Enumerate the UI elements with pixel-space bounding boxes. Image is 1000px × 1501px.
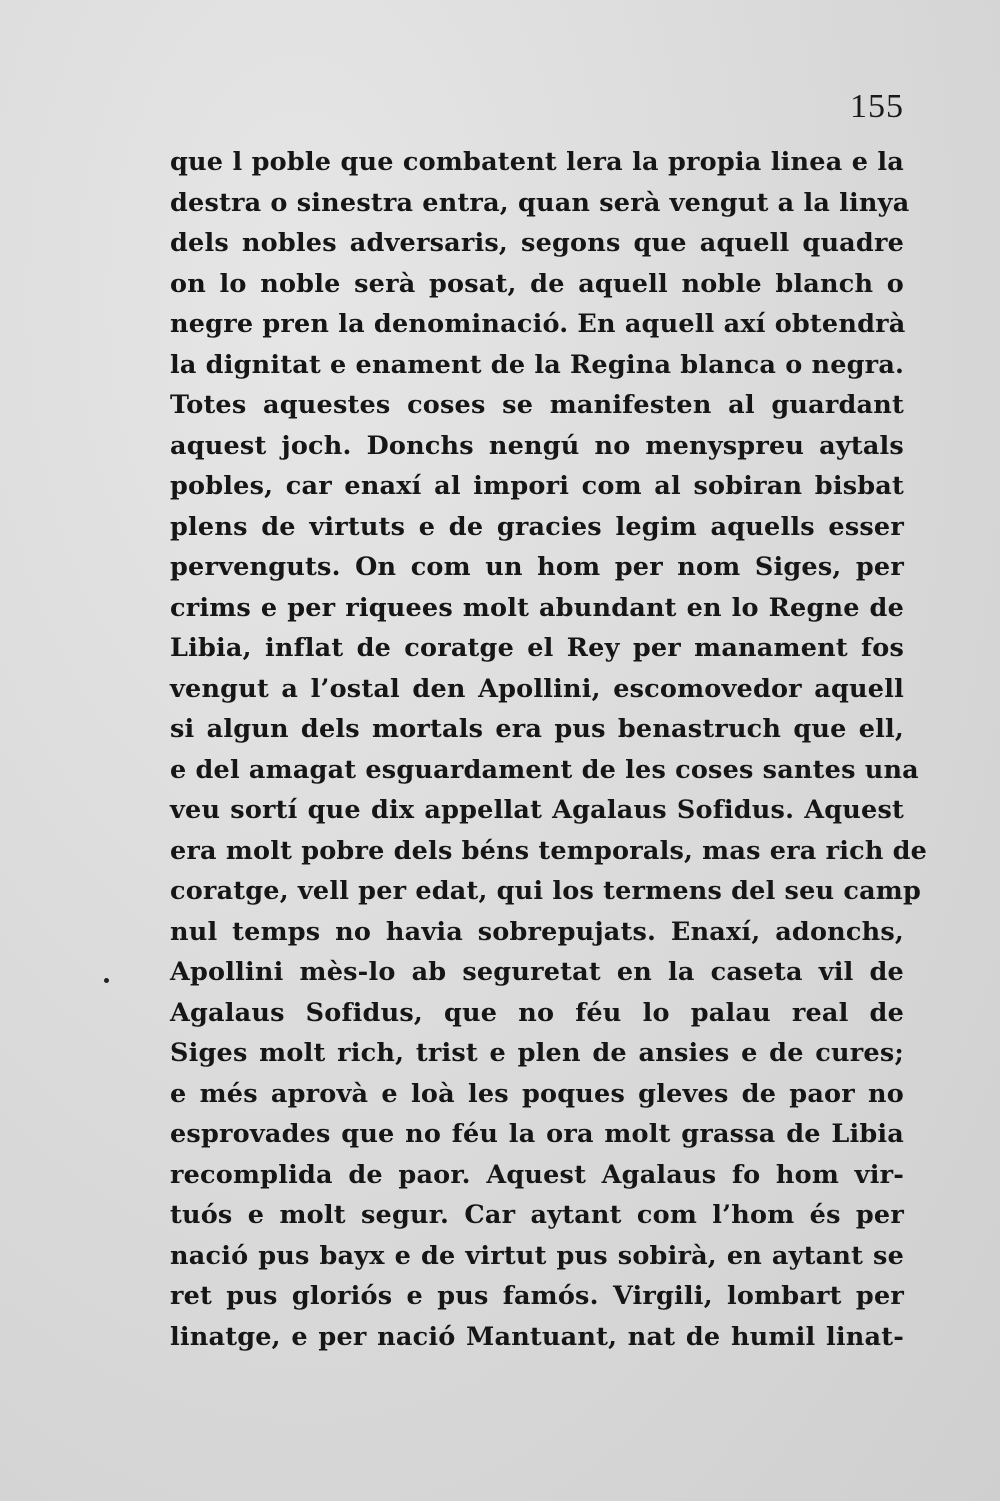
text-line: crims e per riquees molt abundant en lo Regne de xyxy=(170,592,904,623)
text-line: tuós e molt segur. Car aytant com l’hom és per xyxy=(170,1200,904,1230)
text-line: nul temps no havia sobrepujats. Enaxí, adonchs, xyxy=(170,916,904,947)
text-line: plens de virtuts e de gracies legim aquells esser xyxy=(170,511,904,542)
text-line: coratge, vell per edat, qui los termens del seu camp xyxy=(170,876,922,906)
text-line: Libia, inflat de coratge el Rey per manament fos xyxy=(170,633,904,663)
text-line: recomplida de paor. Aquest Agalaus fo hom vir- xyxy=(170,1159,904,1190)
text-line: negre pren la denominació. En aquell axí obtendrà xyxy=(170,309,906,339)
text-line: destra o sinestra entra, quan serà vengut a la linya xyxy=(170,187,910,218)
text-line: la dignitat e enament de la Regina blanca o negra. xyxy=(170,349,905,380)
text-line: dels nobles adversaris, segons que aquell quadre xyxy=(170,228,904,258)
text-line: vengut a l’ostal den Apollini, escomovedor aquell xyxy=(170,673,904,704)
text-line: linatge, e per nació Mantuant, nat de humil linat- xyxy=(170,1321,904,1352)
text-line: nació pus bayx e de virtut pus sobirà, en aytant se xyxy=(170,1240,904,1271)
text-line: pobles, car enaxí al impori com al sobiran bisbat xyxy=(170,471,904,501)
text-line: aquest joch. Donchs nengú no menyspreu aytals xyxy=(170,430,904,461)
text-line: Agalaus Sofidus, que no féu lo palau real de xyxy=(170,997,904,1028)
text-line: si algun dels mortals era pus benastruch que ell, xyxy=(170,714,904,744)
page-number: 155 xyxy=(850,88,904,125)
text-line: e del amagat esguardament de les coses santes una xyxy=(170,754,919,785)
text-line: Totes aquestes coses se manifesten al guardant xyxy=(170,390,904,420)
margin-mark xyxy=(104,978,109,983)
text-line: pervenguts. On com un hom per nom Siges, per xyxy=(170,552,904,582)
body-text xyxy=(170,142,928,1357)
text-line: era molt pobre dels béns temporals, mas era rich de xyxy=(170,835,928,866)
text-line: Apollini mès-lo ab seguretat en la caseta vil de xyxy=(170,957,904,987)
text-line: ret pus gloriós e pus famós. Virgili, lombart per xyxy=(170,1281,904,1311)
text-line: on lo noble serà posat, de aquell noble blanch o xyxy=(170,268,904,299)
text-line: que l poble que combatent lera la propia linea e la xyxy=(170,147,904,177)
text-line: Siges molt rich, trist e plen de ansies e de cures; xyxy=(170,1038,904,1068)
text-line: esprovades que no féu la ora molt grassa de Libia xyxy=(170,1119,904,1149)
text-line: e més aprovà e loà les poques gleves de paor no xyxy=(170,1078,904,1109)
text-line: veu sortí que dix appellat Agalaus Sofidus. Aquest xyxy=(170,795,904,825)
